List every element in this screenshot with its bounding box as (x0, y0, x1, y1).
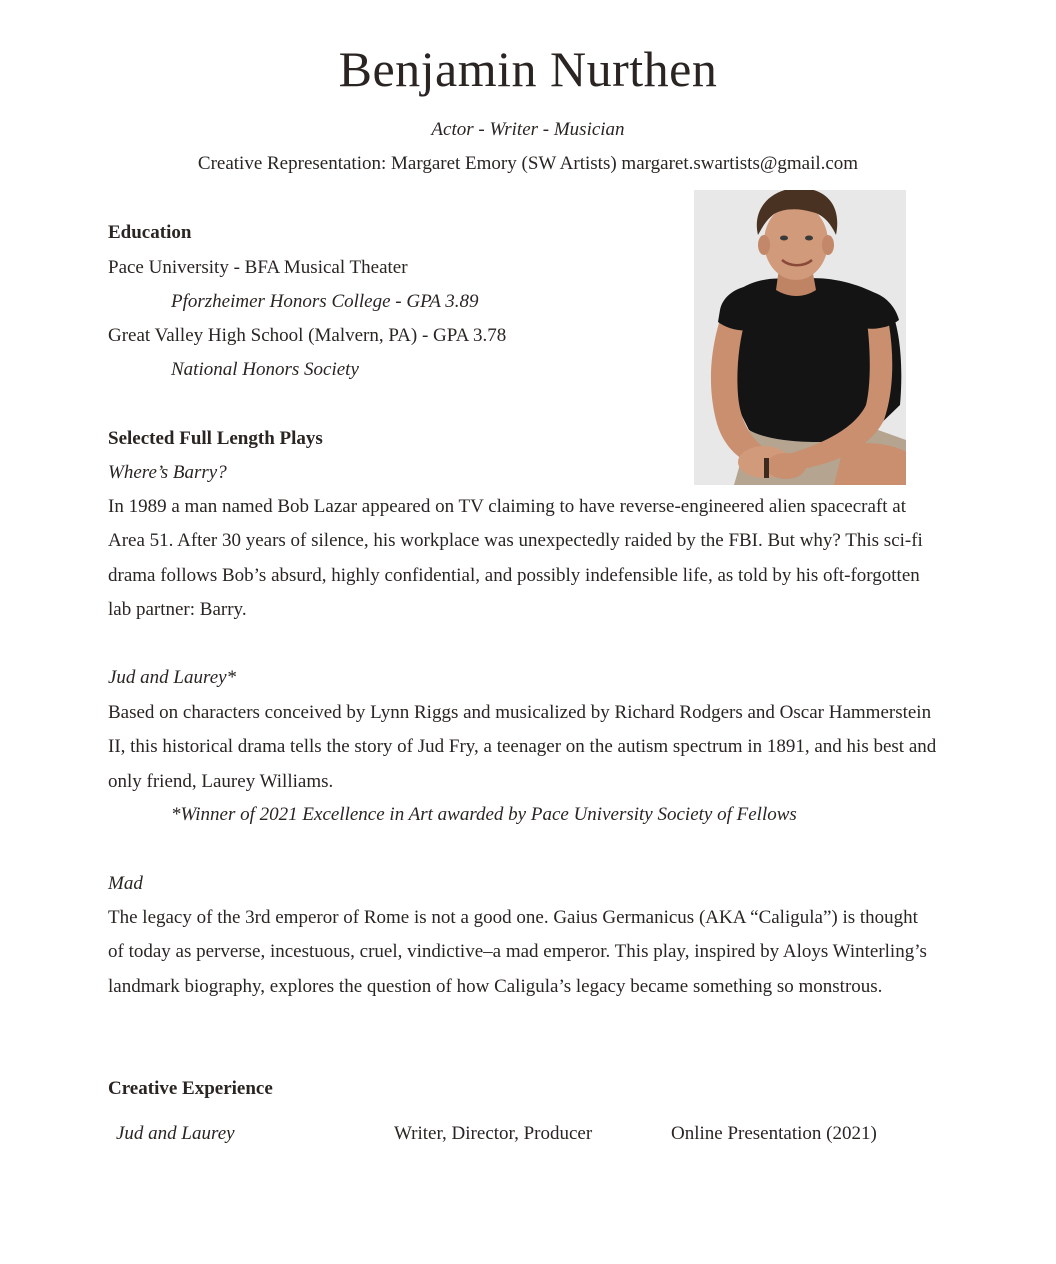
education-entry: Great Valley High School (Malvern, PA) - GPA 3.78 (108, 325, 507, 346)
headshot-photo (694, 190, 906, 485)
experience-role: Writer, Director, Producer (394, 1123, 593, 1144)
experience-project: Jud and Laurey (116, 1123, 235, 1144)
play-title: Jud and Laurey* (108, 667, 237, 688)
play-description: Based on characters conceived by Lynn Riggs and musicalized by Richard Rodgers and Oscar Hammerstein II, this historical drama tells the story of Jud Fry, a teenager on the autism spectrum in 1891, and his best and only friend, Laurey Williams. (108, 702, 937, 792)
play-title: Where’s Barry? (108, 462, 227, 483)
tagline: Actor - Writer - Musician (431, 119, 625, 140)
education-entry-detail: Pforzheimer Honors College - GPA 3.89 (171, 291, 479, 312)
experience-venue: Online Presentation (2021) (671, 1123, 877, 1144)
education-entry: Pace University - BFA Musical Theater (108, 257, 408, 278)
person-name: Benjamin Nurthen (338, 41, 718, 97)
representation-contact: Creative Representation: Margaret Emory (SW Artists) margaret.swartists@gmail.com (197, 153, 859, 174)
experience-heading: Creative Experience (108, 1078, 273, 1099)
play-title: Mad (108, 873, 143, 894)
play-description: The legacy of the 3rd emperor of Rome is not a good one. Gaius Germanicus (AKA “Caligula”) is thought of today as perverse, incestuous, cruel, vindictive–a mad emperor. This play, inspired by Aloys Winterling’s landmark biography, explores the question of how Caligula’s legacy became something so monstrous. (108, 907, 927, 997)
education-entry-detail: National Honors Society (171, 359, 359, 380)
headshot-illustration (694, 190, 906, 485)
education-heading: Education (108, 222, 192, 243)
play-description: In 1989 a man named Bob Lazar appeared on TV claiming to have reverse-engineered alien spacecraft at Area 51. After 30 years of silence, his workplace was unexpectedly raided by the FBI. But why? This sci-fi drama follows Bob’s absurd, highly confidential, and possibly indefensible life, as told by his oft-forgotten lab partner: Barry. (108, 496, 923, 620)
plays-heading: Selected Full Length Plays (108, 428, 323, 449)
play-award-note: *Winner of 2021 Excellence in Art awarded by Pace University Society of Fellows (171, 804, 797, 825)
